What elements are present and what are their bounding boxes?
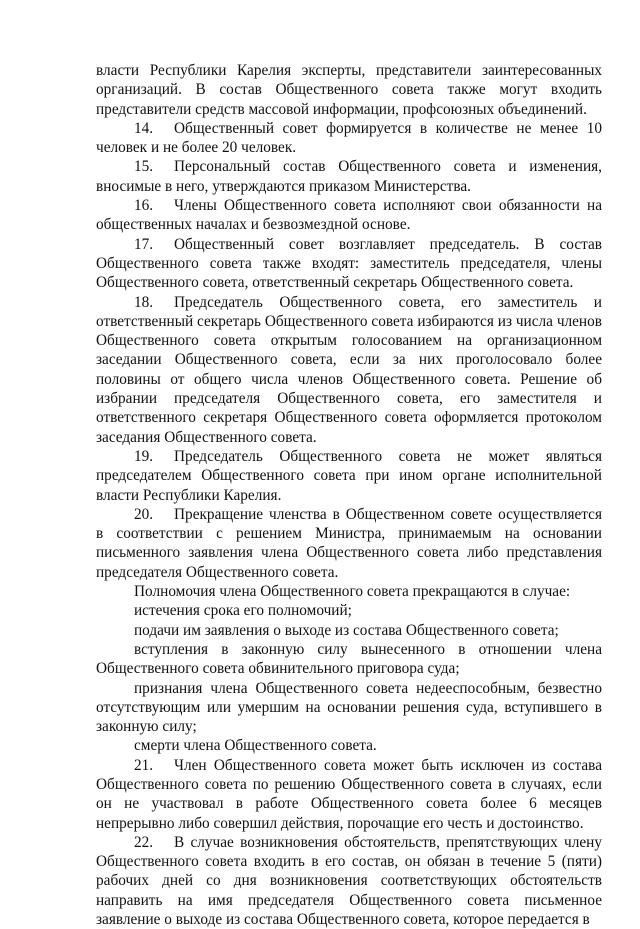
paragraph-22 <box>96 833 602 929</box>
paragraph-text: В случае возникновения обстоятельств, препятствующих члену Общественного совета входить в его состав, он обязан в течение 5 (пяти) рабочих дней со дня возникновения соответствующих обстоятельств направить на имя председателя Общественного совета письменное заявление о выходе из состава Общественного совета, которое передается в <box>96 833 602 929</box>
paragraph-text: Председатель Общественного совета, его заместитель и ответственный секретарь Общественного совета избираются из числа членов Общественного совета открытым голосованием на организационном заседании Общественного совета, если за них проголосовало более половины от общего числа членов Общественного совета. Решение об избрании председателя Общественного совета, его заместителя и ответственного секретаря Общественного совета оформляется протоколом заседания Общественного совета. <box>96 293 602 446</box>
item-number: 16. <box>134 197 154 215</box>
item-number: 19. <box>134 447 154 465</box>
paragraph-text: признания члена Общественного совета недееспособным, безвестно отсутствующим или умершим на основании решения суда, вступившего в законную силу; <box>96 679 602 736</box>
paragraph-16 <box>96 196 602 235</box>
item-number: 20. <box>134 505 154 523</box>
paragraph-text: Полномочия члена Общественного совета прекращаются в случае: <box>134 583 571 601</box>
paragraph-text: Члены Общественного совета исполняют свои обязанности на общественных началах и безвозмездной основе. <box>96 197 602 234</box>
paragraph-powers-termination <box>96 582 602 601</box>
item-number: 21. <box>134 756 154 774</box>
paragraph-15 <box>96 157 602 196</box>
paragraph-text: истечения срока его полномочий; <box>134 602 352 620</box>
item-number: 18. <box>134 293 154 311</box>
list-item <box>96 736 602 755</box>
paragraph-text: Общественный совет формируется в количестве не менее 10 человек и не более 20 человек. <box>96 119 602 157</box>
paragraph-text: вступления в законную силу вынесенного в отношении члена Общественного совета обвинительного приговора суда; <box>96 640 602 678</box>
item-number: 17. <box>134 235 154 253</box>
paragraph-17 <box>96 235 602 293</box>
paragraph-19 <box>96 447 602 505</box>
paragraph-continuation <box>96 61 602 119</box>
paragraph-text: Председатель Общественного совета не может являться председателем Общественного совета при ином органе исполнительной власти Республики Карелия. <box>96 447 602 504</box>
paragraph-20 <box>96 505 602 582</box>
paragraph-text: Член Общественного совета может быть исключен из состава Общественного совета по решению Общественного совета в случаях, если он не участвовал в работе Общественного совета более 6 месяцев непрерывно либо совершил действия, порочащие его честь и достоинство. <box>96 756 602 832</box>
paragraph-14 <box>96 119 602 158</box>
paragraph-text: Общественный совет возглавляет председатель. В состав Общественного совета также входят: заместитель председателя, члены Общественного совета, ответственный секретарь Общественного совета. <box>96 235 602 292</box>
item-number: 15. <box>134 158 154 176</box>
paragraph-21 <box>96 756 602 833</box>
paragraph-text: власти Республики Карелия эксперты, представители заинтересованных организаций. В состав Общественного совета также могут входить представители средств массовой информации, профсоюзных объединений. <box>96 62 602 118</box>
list-item <box>96 601 602 620</box>
paragraph-text: Персональный состав Общественного совета и изменения, вносимые в него, утверждаются приказом Министерства. <box>96 158 602 195</box>
paragraph-18 <box>96 293 602 447</box>
list-item <box>96 679 602 737</box>
paragraph-text: Прекращение членства в Общественном совете осуществляется в соответствии с решением Министра, принимаемым на основании письменного заявления члена Общественного совета либо представления председателя Общественного совета. <box>96 505 602 581</box>
paragraph-text: подачи им заявления о выходе из состава Общественного совета; <box>134 621 559 639</box>
paragraph-text: смерти члена Общественного совета. <box>134 737 377 755</box>
list-item <box>96 621 602 640</box>
item-number: 14. <box>134 119 154 137</box>
item-number: 22. <box>134 833 154 851</box>
list-item <box>96 640 602 679</box>
document-page <box>96 61 602 929</box>
